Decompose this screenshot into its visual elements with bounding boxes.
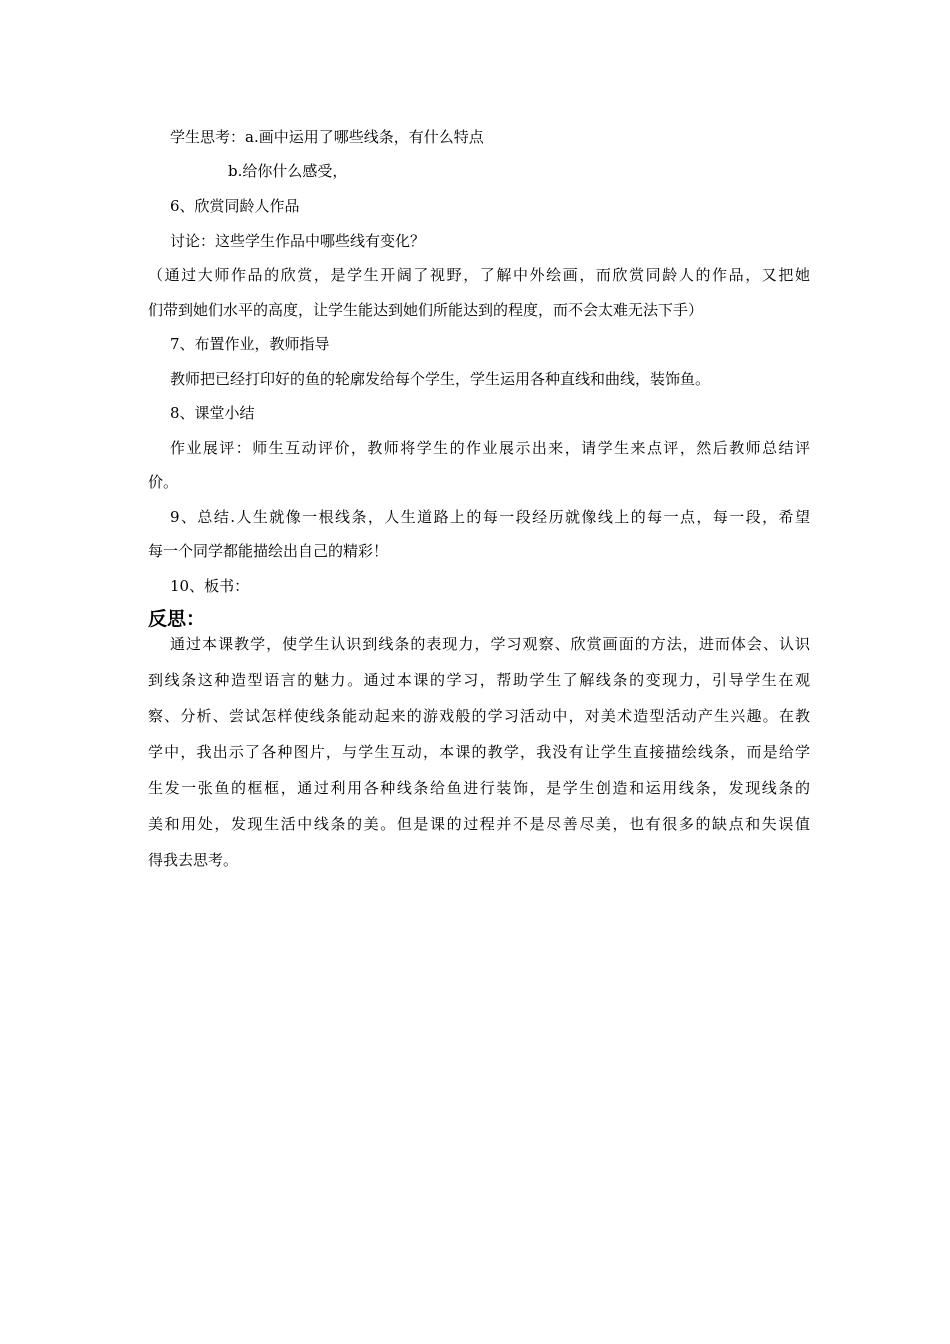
reflection-heading: 反思： bbox=[148, 608, 206, 630]
reflection-line-3: 察、分析、尝试怎样使线条能动起来的游戏般的学习活动中，对美术造型活动产生兴趣。在教 bbox=[148, 707, 810, 725]
summary-line-2: 每一个同学都能描绘出自己的精彩！ bbox=[148, 542, 389, 560]
note-line-2: 们带到她们水平的高度，让学生能达到她们所能达到的程度，而不会太难无法下手） bbox=[148, 301, 704, 319]
reflection-line-5: 生发一张鱼的框框，通过利用各种线条给鱼进行装饰，是学生创造和运用线条，发现线条的 bbox=[148, 779, 810, 797]
section-10-heading: 10、板书： bbox=[170, 577, 250, 595]
section-7-heading: 7、布置作业，教师指导 bbox=[170, 335, 330, 353]
reflection-line-6: 美和用处，发现生活中线条的美。但是课的过程并不是尽善尽美，也有很多的缺点和失误值 bbox=[148, 815, 810, 833]
assignment-line: 教师把已经打印好的鱼的轮廓发给每个学生，学生运用各种直线和曲线，装饰鱼。 bbox=[170, 370, 711, 388]
discussion-line: 讨论：这些学生作品中哪些线有变化？ bbox=[170, 232, 426, 250]
student-thinking-line: 学生思考：a.画中运用了哪些线条，有什么特点 bbox=[170, 128, 484, 146]
reflection-line-1: 通过本课教学，使学生认识到线条的表现力，学习观察、欣赏画面的方法，进而体会、认识 bbox=[170, 635, 810, 653]
reflection-line-4: 学中，我出示了各种图片，与学生互动，本课的教学，我没有让学生直接描绘线条，而是给学 bbox=[148, 743, 810, 761]
summary-line-1: 9、总结.人生就像一根线条，人生道路上的每一段经历就像线上的每一点，每一段，希望 bbox=[170, 508, 810, 526]
feeling-question-line: b.给你什么感受， bbox=[228, 162, 348, 180]
note-line-1: （通过大师作品的欣赏，是学生开阔了视野，了解中外绘画，而欣赏同龄人的作品，又把她 bbox=[148, 266, 810, 284]
section-8-heading: 8、课堂小结 bbox=[170, 404, 255, 422]
section-6-heading: 6、欣赏同龄人作品 bbox=[170, 197, 300, 215]
evaluation-line-2: 价。 bbox=[148, 473, 179, 491]
reflection-line-2: 到线条这种造型语言的魅力。通过本课的学习，帮助学生了解线条的变现力，引导学生在观 bbox=[148, 671, 810, 689]
reflection-line-7: 得我去思考。 bbox=[148, 851, 239, 869]
evaluation-line-1: 作业展评：师生互动评价，教师将学生的作业展示出来，请学生来点评，然后教师总结评 bbox=[170, 439, 810, 457]
